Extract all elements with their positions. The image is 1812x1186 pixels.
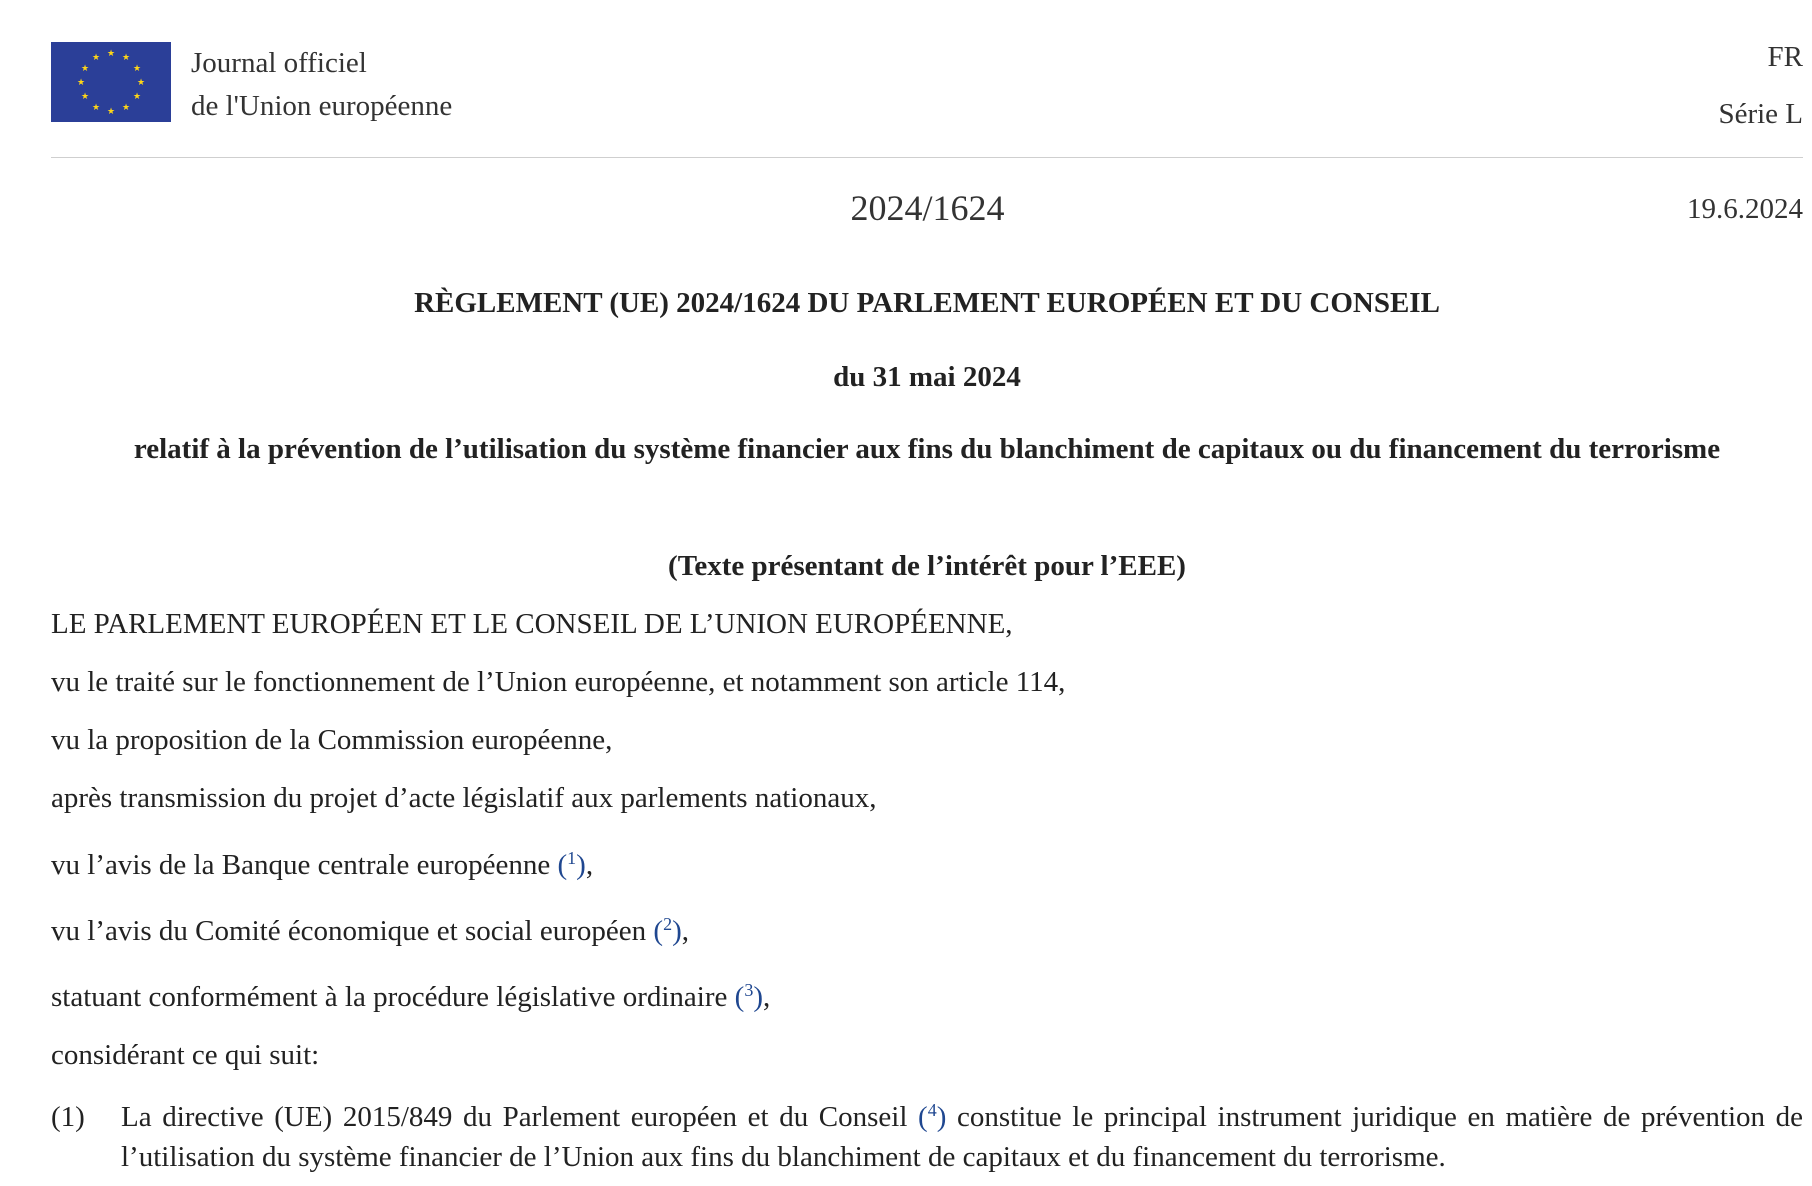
footnote-number: 1 [567, 848, 577, 868]
series-label: Série L [1718, 98, 1803, 130]
footnote-open-paren: ( [557, 849, 568, 881]
preamble-line [51, 1037, 319, 1073]
footnote-link-4[interactable] [918, 1101, 946, 1133]
eee-relevance-note: (Texte présentant de l’intérêt pour l’EEE) [668, 550, 1186, 582]
language-code: FR [1767, 41, 1803, 73]
recital-number: (1) [51, 1101, 85, 1133]
preamble-tail: , [585, 849, 594, 881]
footnote-open-paren: ( [653, 915, 664, 947]
recital-text-start: La directive (UE) 2015/849 du Parlement européen et du Conseil [121, 1101, 919, 1133]
preamble-text: LE PARLEMENT EUROPÉEN ET LE CONSEIL DE L’UNION EUROPÉENNE, [51, 608, 1013, 640]
regulation-subject: relatif à la prévention de l’utilisation du système financier aux fins du blanchiment de capitaux ou du financement du terrorisme [133, 433, 1721, 465]
preamble-line [51, 847, 593, 883]
journal-title-line2: de l'Union européenne [191, 90, 453, 122]
preamble-line [51, 664, 1065, 700]
footnote-number: 2 [663, 914, 673, 934]
preamble-line [51, 913, 689, 949]
preamble-line [51, 722, 612, 758]
preamble-text: vu l’avis du Comité économique et social européen [51, 915, 654, 947]
recital-text-end: constitue le principal instrument juridique en matière de prévention de l’utilisation du système financier de l’Union aux fins du blanchiment de capitaux et du financement du terrorisme. [121, 1101, 1803, 1173]
header-meta [1718, 42, 1803, 129]
preamble-text: vu l’avis de la Banque centrale européenne [51, 849, 558, 881]
footnote-link-1[interactable] [557, 849, 585, 881]
preamble-tail: , [681, 915, 689, 947]
preamble-text: vu la proposition de la Commission européenne, [51, 724, 613, 756]
preamble-text: vu le traité sur le fonctionnement de l’Union européenne, et notamment son article 114, [51, 666, 1066, 698]
footnote-link-3[interactable] [735, 981, 763, 1013]
footnote-close-paren: ) [672, 915, 682, 947]
publication-date: 19.6.2024 [1687, 193, 1803, 225]
footnote-open-paren: ( [734, 981, 745, 1013]
journal-header [51, 42, 1803, 157]
preamble-line [51, 979, 770, 1015]
footnote-number: 3 [744, 980, 754, 1000]
footnote-close-paren: ) [753, 981, 763, 1013]
recital-text [121, 1097, 1803, 1177]
footnote-link-2[interactable] [653, 915, 681, 947]
journal-title-line1: Journal officiel [191, 47, 367, 79]
document-number: 2024/1624 [850, 188, 1005, 228]
preamble-text: statuant conformément à la procédure législative ordinaire [51, 981, 735, 1013]
preamble-tail: , [762, 981, 771, 1013]
footnote-number: 4 [927, 1100, 937, 1120]
eu-flag-icon: ★ ★ ★ ★ ★ ★ ★ ★ ★ ★ ★ ★ [51, 42, 171, 122]
regulation-title: RÈGLEMENT (UE) 2024/1624 DU PARLEMENT EUROPÉEN ET DU CONSEIL [414, 287, 1440, 319]
footnote-open-paren: ( [918, 1101, 928, 1133]
preamble-text: considérant ce qui suit: [51, 1039, 320, 1071]
footnote-close-paren: ) [936, 1101, 947, 1133]
footnote-close-paren: ) [576, 849, 586, 881]
preamble-line [51, 780, 876, 816]
journal-title [191, 42, 452, 128]
regulation-date: du 31 mai 2024 [833, 361, 1021, 393]
preamble-line [51, 606, 1013, 642]
header-divider [51, 157, 1803, 158]
preamble-text: après transmission du projet d’acte législatif aux parlements nationaux, [51, 782, 877, 814]
